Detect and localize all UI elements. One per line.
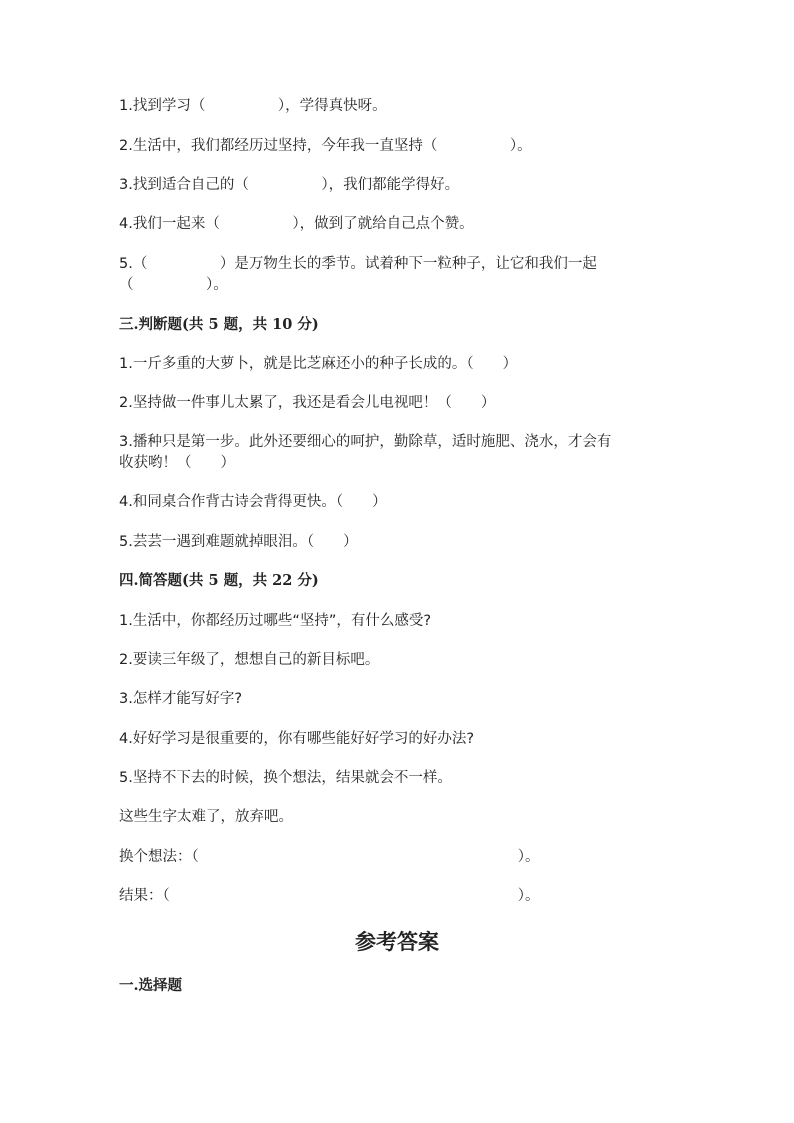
fill-blank-q4: 4.我们一起来（ ），做到了就给自己点个赞。 bbox=[119, 216, 474, 232]
short-answer-q5-new-thought: 换个想法：（ ）。 bbox=[119, 849, 540, 865]
true-false-q5: 5.芸芸一遇到难题就掉眼泪。（ ） bbox=[119, 534, 358, 550]
short-answer-q5: 5.坚持不下去的时候，换个想法，结果就会不一样。 bbox=[119, 770, 452, 786]
fill-blank-q5: 5.（ ）是万物生长的季节。试着种下一粒种子，让它和我们一起 bbox=[119, 256, 597, 272]
short-answer-q5-result: 结果：（ ）。 bbox=[119, 888, 540, 904]
answer-key-title: 参考答案 bbox=[355, 929, 439, 954]
fill-blank-q5-continued: （ ）。 bbox=[119, 277, 228, 293]
true-false-q3-continued: 收获哟！（ ） bbox=[119, 455, 235, 471]
true-false-q4: 4.和同桌合作背古诗会背得更快。（ ） bbox=[119, 494, 387, 510]
true-false-q2: 2.坚持做一件事儿太累了，我还是看会儿电视吧！（ ） bbox=[119, 395, 496, 411]
answer-section-multiple-choice-heading: 一.选择题 bbox=[119, 977, 183, 994]
true-false-q3: 3.播种只是第一步。此外还要细心的呵护，勤除草，适时施肥、浇水，才会有 bbox=[119, 434, 612, 450]
short-answer-q1: 1.生活中，你都经历过哪些“坚持”，有什么感受? bbox=[119, 613, 432, 629]
short-answer-q2: 2.要读三年级了，想想自己的新目标吧。 bbox=[119, 652, 380, 668]
section-true-false-heading: 三.判断题(共 5 题，共 10 分) bbox=[119, 316, 319, 333]
section-short-answer-heading: 四.简答题(共 5 题，共 22 分) bbox=[119, 572, 319, 589]
short-answer-q4: 4.好好学习是很重要的，你有哪些能好好学习的好办法? bbox=[119, 731, 475, 747]
fill-blank-q1: 1.找到学习（ ），学得真快呀。 bbox=[119, 98, 387, 114]
fill-blank-q2: 2.生活中，我们都经历过坚持，今年我一直坚持（ ）。 bbox=[119, 138, 532, 154]
fill-blank-q3: 3.找到适合自己的（ ），我们都能学得好。 bbox=[119, 177, 460, 193]
short-answer-q3: 3.怎样才能写好字? bbox=[119, 691, 243, 707]
short-answer-q5-statement: 这些生字太难了，放弃吧。 bbox=[119, 809, 293, 825]
true-false-q1: 1.一斤多重的大萝卜，就是比芝麻还小的种子长成的。（ ） bbox=[119, 356, 518, 372]
